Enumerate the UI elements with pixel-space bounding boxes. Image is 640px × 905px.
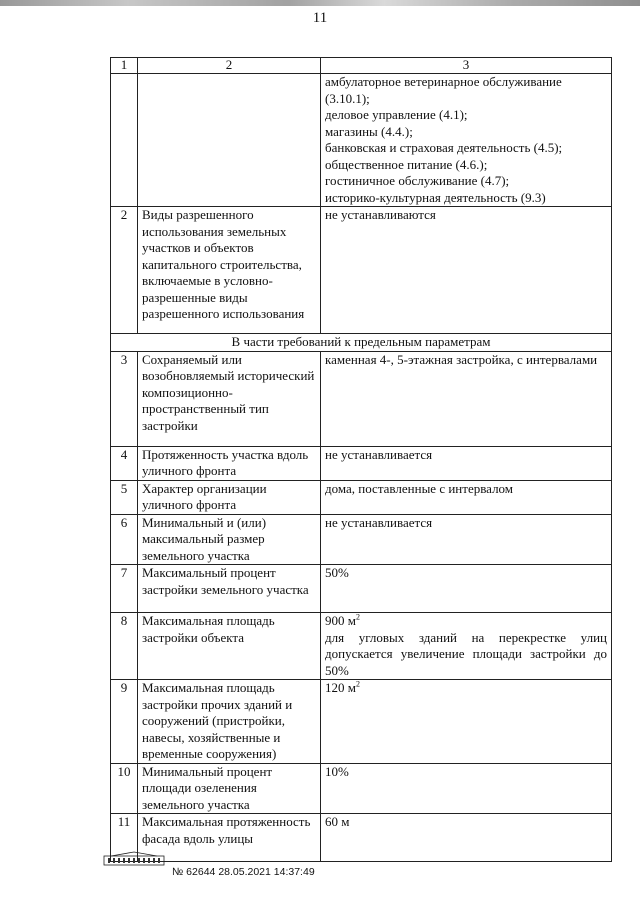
table-row [111, 446, 612, 480]
registry-stamp-logo [103, 851, 165, 867]
parameter-name: Минимальный и (или) максимальный размер земельного участка [138, 514, 321, 565]
section-row [111, 334, 612, 352]
header-col-3: 3 [321, 58, 612, 74]
page-number: 11 [312, 10, 328, 26]
table-row [111, 351, 612, 446]
parameter-value: не устанавливаются [321, 207, 612, 334]
parameter-name: Характер организации уличного фронта [138, 480, 321, 514]
header-col-2: 2 [138, 58, 321, 74]
list-item: амбулаторное ветеринарное обслуживание (3.10.1); [325, 74, 562, 106]
parameter-name: Минимальный процент площади озеленения земельного участка [138, 763, 321, 814]
area-unit-superscript: 2 [355, 679, 360, 689]
table-row [111, 613, 612, 680]
table-row [111, 514, 612, 565]
row-number: 11 [111, 814, 138, 862]
row-number: 5 [111, 480, 138, 514]
table-header-row [111, 58, 612, 74]
parameter-value: 10% [321, 763, 612, 814]
parameter-name: Протяженность участка вдоль уличного фронта [138, 446, 321, 480]
row-number: 9 [111, 680, 138, 764]
parameter-name: Сохраняемый или возобновляемый исторический композиционно-пространственный тип застройки [138, 351, 321, 446]
parameter-value: дома, поставленные с интервалом [321, 480, 612, 514]
parameter-value: не устанавливается [321, 514, 612, 565]
list-item: магазины (4.4.); [325, 123, 413, 139]
table-row [111, 763, 612, 814]
parameter-name: Максимальная площадь застройки прочих зданий и сооружений (пристройки, навесы, хозяйственные и временные сооружения) [138, 680, 321, 764]
row-number: 10 [111, 763, 138, 814]
table-row [111, 207, 612, 334]
parameter-value: каменная 4-, 5-этажная застройка, с интервалами [321, 351, 612, 446]
parameter-name: Максимальная площадь застройки объекта [138, 613, 321, 680]
list-item: банковская и страховая деятельность (4.5); [325, 140, 563, 155]
table-row [111, 480, 612, 514]
document-number: № 62644 [172, 866, 216, 878]
table-row [111, 565, 612, 613]
list-item: гостиничное обслуживание (4.7); [325, 173, 510, 188]
table-row-continuation [111, 74, 612, 207]
row-number: 4 [111, 446, 138, 480]
scan-edge [0, 0, 640, 6]
parameter-value [321, 613, 612, 680]
area-value: 120 м [325, 680, 356, 695]
row-number: 8 [111, 613, 138, 680]
row-number: 2 [111, 207, 138, 334]
list-item: общественное питание (4.6.); [325, 156, 488, 172]
header-col-1: 1 [111, 58, 138, 74]
list-item: деловое управление (4.1); [325, 107, 468, 122]
area-note: для угловых зданий на перекрестке улиц допускается увеличение площади застройки до 50% [325, 629, 607, 678]
table-row [111, 680, 612, 764]
parameter-name: Виды разрешенного использования земельных участков и объектов капитального строительства, включаемые в условно-разрешенные виды разрешенного использования [138, 207, 321, 334]
parameter-name: Максимальный процент застройки земельного участка [138, 565, 321, 613]
document-registration [172, 866, 315, 878]
parameter-value: 50% [321, 565, 612, 613]
row-number: 6 [111, 514, 138, 565]
parameter-value: не устанавливается [321, 446, 612, 480]
continuation-list [321, 74, 612, 207]
row-number: 3 [111, 351, 138, 446]
registration-datetime: 28.05.2021 14:37:49 [218, 866, 315, 878]
regulations-table [110, 57, 612, 862]
parameter-value [321, 680, 612, 764]
parameter-name: Максимальная протяженность фасада вдоль улицы [138, 814, 321, 862]
section-title: В части требований к предельным параметрам [111, 334, 612, 352]
row-number: 7 [111, 565, 138, 613]
area-value: 900 м [325, 613, 356, 628]
parameter-value: 60 м [321, 814, 612, 862]
table-row [111, 814, 612, 862]
list-item: историко-культурная деятельность (9.3) [325, 189, 546, 205]
area-unit-superscript: 2 [355, 612, 360, 622]
